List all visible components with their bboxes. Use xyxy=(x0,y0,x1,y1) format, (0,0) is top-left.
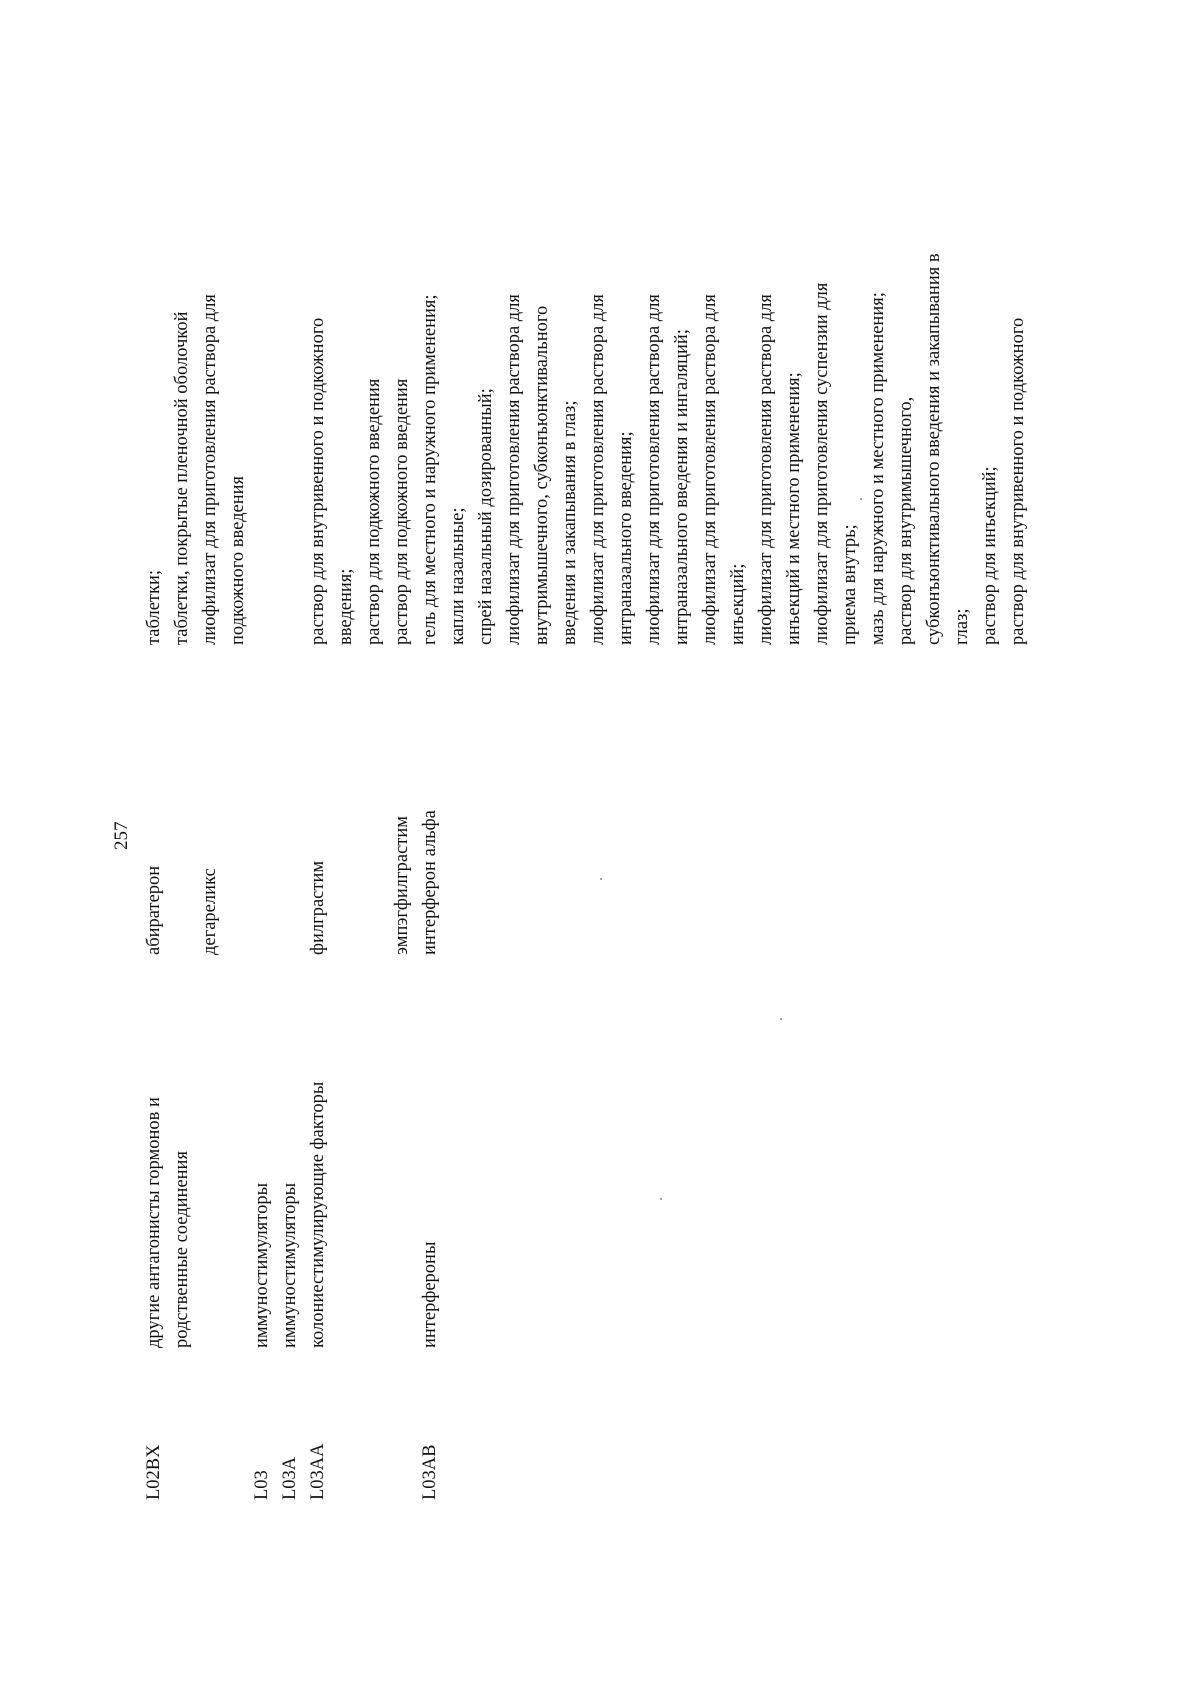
substance-name: филграстим xyxy=(308,860,328,955)
atc-code: L03AA xyxy=(308,1443,328,1500)
form-line: таблетки; xyxy=(144,569,164,645)
page-number: 257 xyxy=(111,821,132,850)
atc-group: интерфероны xyxy=(420,1241,440,1348)
substance-line: дегареликс xyxy=(200,868,220,955)
form-line: введения; xyxy=(336,568,356,645)
substance-name xyxy=(140,705,224,955)
form-line: лиофилизат для приготовления раствора для xyxy=(700,294,720,645)
atc-group: колониестимулирующие факторы xyxy=(308,1081,328,1348)
form-line: капли назальные; xyxy=(448,507,468,645)
form-line: приема внутрь; xyxy=(840,524,860,645)
substance-name: интерферон альфа xyxy=(420,810,440,955)
form-line: внутримышечного, субконъюнктивального xyxy=(532,305,552,645)
form-line: лиофилизат для приготовления суспензии для xyxy=(812,282,832,645)
form-line: раствор для подкожного введения xyxy=(364,378,384,645)
form-line: подкожного введения xyxy=(228,475,248,645)
atc-group: иммуностимуляторы xyxy=(252,1182,272,1348)
scan-speck xyxy=(660,1198,662,1200)
group-line: родственные соединения xyxy=(172,1151,192,1348)
dosage-forms xyxy=(140,200,252,645)
rotated-document-page xyxy=(111,200,1040,1500)
form-line: лиофилизат для приготовления раствора для xyxy=(504,294,524,645)
form-line: раствор для внутримышечного, xyxy=(896,396,916,645)
substance-list xyxy=(304,705,416,955)
group-line: другие антагонисты гормонов и xyxy=(144,1097,164,1348)
form-line: раствор для инъекций; xyxy=(980,466,1000,645)
form-line: раствор для внутривенного и подкожного xyxy=(308,317,328,645)
scan-speck xyxy=(600,878,602,880)
atc-code: L03AB xyxy=(420,1444,440,1500)
form-line: глаз; xyxy=(952,608,972,645)
form-line: лиофилизат для приготовления раствора для xyxy=(200,294,220,645)
atc-group-list xyxy=(248,1018,332,1348)
form-line: спрей назальный дозированный; xyxy=(476,388,496,645)
atc-code: L02BX xyxy=(144,1444,164,1500)
form-line: инъекций и местного применения; xyxy=(784,372,804,645)
form-line: лиофилизат для приготовления раствора для xyxy=(644,294,664,645)
form-line: лиофилизат для приготовления раствора для xyxy=(756,294,776,645)
form-line: таблетки, покрытые пленочной оболочкой xyxy=(172,311,192,645)
substance-name: эмпэгфилграстим xyxy=(392,816,412,955)
atc-code-list xyxy=(248,1405,332,1500)
atc-code: L03A xyxy=(280,1456,300,1500)
scan-speck xyxy=(780,1018,782,1020)
form-line: инъекций; xyxy=(728,563,748,645)
form-line: мазь для наружного и местного применения; xyxy=(868,292,888,645)
atc-group xyxy=(140,1018,196,1348)
atc-code: L03 xyxy=(252,1470,272,1500)
form-line: раствор для внутривенного и подкожного xyxy=(1008,317,1028,645)
form-line: раствор для подкожного введения xyxy=(392,378,412,645)
dosage-forms xyxy=(416,200,1032,645)
form-line: субконъюнктивального введения и закапывания в xyxy=(924,253,944,645)
substance-line: абиратерон xyxy=(144,865,164,955)
dosage-forms xyxy=(304,200,416,645)
form-line: интраназального введения и ингаляций; xyxy=(672,329,692,645)
scan-speck xyxy=(860,498,862,500)
form-line: интраназального введения; xyxy=(616,431,636,645)
form-line: лиофилизат для приготовления раствора для xyxy=(588,294,608,645)
form-line: гель для местного и наружного применения; xyxy=(420,294,440,645)
atc-group: иммуностимуляторы xyxy=(280,1182,300,1348)
form-line: введения и закапывания в глаз; xyxy=(560,400,580,645)
